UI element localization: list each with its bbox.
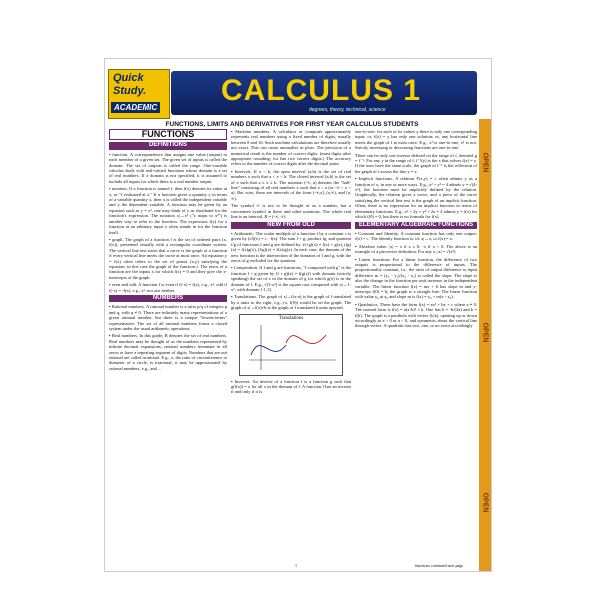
page	[104, 58, 492, 572]
def-even-odd: • even and odd. A function f is even if f(-x) = f(x), e.g., x². odd if f(-x) = -f(x), e.g., x³. not one neither.	[109, 282, 227, 293]
banner-subtitle: degrees, theory, technical, science	[309, 107, 386, 113]
one-to-one: one-to-one: for each of its values y there is only one corresponding input; or, f(x) = y has only one solution; or, any horizontal line meets the graph of f at most once. E.g., x³ is one-to-one, x² is not. Strictly increasing or decreasing functions are one-to-one.	[355, 129, 477, 151]
quadratics: • Quadratics. These have the form f(x) = ax² + bx + c where a ≠ 0. The normal form is f(x) = a(x-h)² + k. One has h = -b/(2a) and k = f(h). The graph is a parabola with vertex (h,k), opening up or down accordingly as a > 0 or a < 0, and symmetric about the vertical line through vertex. A quadratic has two, one, or no zeros accordingly	[355, 302, 477, 329]
new-from-old-title: NEW FROM OLD	[231, 222, 351, 229]
column-1	[109, 129, 227, 373]
translations-plot	[240, 315, 342, 375]
page-title: CALCULUS 1	[220, 74, 421, 107]
infinity-note: The symbol ∞ is not to be thought of as a number, but a convenient symbol in these and other notations. The whole real line is an interval, R = (-∞, ∞).	[231, 203, 351, 220]
implicit-functions: • Implicit functions. A relation F(x,y) = c often admits y as a function of x, in one or more ways. E.g., x² + y² = 4 admits y = √(4-x²), the function must be implicitly defined by the relation. Graphically, the relation gives a curve, and a piece of the curve satisfying the vertical line test is the graph of an implicit function. Often, there is no expression for an implicit function in terms of elementary functions. E.g., x² + 2y + y² + 2x = 4 admits y = f(x) for which f(0) = 0, but there is no formula for f(x).	[355, 176, 477, 219]
header	[105, 67, 491, 119]
elementary-title: ELEMENTARY ALGEBRAIC FUNCTIONS	[355, 222, 477, 229]
definitions-title: DEFINITIONS	[109, 142, 227, 149]
def-function: • function. A correspondence that assigns one value (output) to each member of a given set. The given set of inputs is called the domain. The set of outputs is called the range. One-variable calculus deals with real-valued functions whose domain is a set of real numbers. If a domain is not specified, it is assumed to include all inputs for which there is a real number output.	[109, 152, 227, 184]
quickstudy-logo: Quick Study. ACADEMIC	[108, 69, 170, 119]
translations: • Translations. The graph of x|→f(x-a) is the graph of f translated by a units to the right, e.g., (x, f(0)) would be on the graph. The graph of x|→f(x)+b is the graph of f translated b units upward.	[231, 294, 351, 310]
num-rational: • Rational numbers. A rational number is a ratio p/q of integers p and q, with q ≠ 0. There are infinitely many representations of a given rational number, but there is a unique "lowest-terms" representative. The set of all rational numbers forms a closed system under the usual arithmetic operations.	[109, 304, 227, 331]
sidebar-label: OPEN	[481, 322, 489, 343]
graph-title: Translations	[278, 315, 304, 321]
inverses: • Inverses. An inverse of a function f is a function g such that g(f(x)) = x for all x in the domain of f. A function f has an inverse if and only if it is	[231, 379, 351, 395]
continued-note: functions continued next page	[415, 563, 464, 568]
def-graph: • graph. The graph of a function f is the set of ordered pairs (x, f(x)), presented visually with a rectangular coordinate system. The vertical line test states that a curve is the graph of a function if every vertical line meets the curve at most once. An equation y = f(x) often refers to the set of points (x,y) satisfying the equation, in this case the graph of the function f. The zeros of a function are the inputs x for which f(x) = 0 and they give the x-intercepts of the graph.	[109, 237, 227, 280]
intervals: • Intervals. If a < b, the open interval (a,b) is the set of real numbers x such that a < x < b. The closed interval [a,b] is the set of x such that a ≤ x ≤ b. The notation (-∞, a) denotes the "half-line" consisting of all real numbers x such that x < a (or -∞ < x < a). But wise, there are intervals of the form (-∞,a], (a,∞), and [a, ∞).	[231, 169, 351, 201]
machine-numbers: • Machine numbers. A calculator or computer approximately represents real numbers using a fixed number of digits, usually between 8 and 16. Such machine calculations are therefore usually not exact. This can cause anomalies in plots. The precision of a numerical result is the number of correct digits. (must digits after appropriate rounding; for has two correct digits.) The accuracy refers to the number of correct digits after the decimal point.	[231, 129, 351, 167]
constant-identity: • Constant and Identity. A constant function has only one output: f(x) = c. The identity function is: id: x|→x, or f(x) = x.	[355, 231, 477, 242]
open-sidebar	[479, 119, 491, 571]
arithmetic: • Arithmetic. The scalar multiple of a function f by a constant c is given by (cf)(x) = c · f(x). The sum f + g, product fg, and quotient f/g of functions f and g are defined by: (f+g)(x) = f(x) + g(x), (fg)(x) = f(x)g(x), (f/g)(x) = f(x)/g(x). In each case, the domain of the new function is the intersection of the domains of f and g, with the zeros of g excluded for the quotient.	[231, 231, 351, 263]
column-3	[355, 129, 477, 331]
page-number: 1	[295, 563, 297, 568]
def-notation: • notation. If a function is named f, then f(x) denotes its value at x, or "f evaluated at x." If a function gives a quantity y in terms of a variable quantity x, then x is called the independent variable and y the dependent variable. A function may be given by an equation such as y = x², one may think of y as shorthand for the function's expression. The notation x|→x² ("x maps to x²") is another way to refer to the function. The expression f(x) for a function at an arbitrary input x often stands in for the function itself.	[109, 186, 227, 235]
functions-heading: FUNCTIONS	[109, 129, 227, 140]
curve-original	[251, 345, 286, 355]
column-2	[231, 129, 351, 397]
inverse-range: There can be only one inverse defined on the range of f, denoted g = f⁻¹. For any y in the range of f, f⁻¹(y) is the x that solves f(x) = y. If the axes have the same scale, the graph of f⁻¹ is the reflection of the graph of f across the line y = x.	[355, 152, 477, 174]
numbers-title: NUMBERS	[109, 295, 227, 302]
curve-translated	[286, 335, 326, 344]
num-real: • Real numbers. In this guide, R denotes the set of real numbers. Real numbers may be thought of as the numbers represented by infinite decimal expansions; rational numbers terminate in all zeros or have a repeating segment of digits. Numbers that are not rational are called irrational. E.g., π, the ratio of circumference to diameter of a circle, is irrational; it may be approximated by rational numbers, e.g., and ...	[109, 333, 227, 371]
composition: • Composition. If f and g are functions, "f composed with g" is the function f ∘ g given by (f ∘ g)(x) = f(g(x)) with domain (strictly speaking) the set of x in the domain of g for which g(x) is in the domain of f. E.g., √(1-x²) is the square root composed with x|→1-x², with domain [-1,1].	[231, 265, 351, 292]
linear-functions: • Linear functions. For a linear function, the difference of two outputs is proportional to the difference of inputs. The proportionality constant, i.e., the ratio of output difference to input difference m = (y₂ - y₁)/(x₂ - x₁) is called the slope. The slope is also the change in the function per unit increase in the independent variable. The linear function f(x) = mx + b has slope m and y-intercept f(0) = b; the graph is a straight line. The linear function with value y₀ at x₀ and slope m is f(x) = y₀ + m(x - x₀).	[355, 257, 477, 300]
title-banner	[171, 71, 477, 115]
absolute-value: • Absolute value. |x| = x if x ≥ 0, -x if x < 0. The above is an example of a piecewise definition. For any x, |x| = √(x²).	[355, 244, 477, 255]
sidebar-label: OPEN	[481, 152, 489, 173]
sidebar-label: OPEN	[481, 492, 489, 513]
page-subtitle: FUNCTIONS, LIMITS AND DERIVATIVES FOR FIRST YEAR CALCULUS STUDENTS	[165, 121, 419, 128]
translations-graph	[239, 314, 343, 376]
